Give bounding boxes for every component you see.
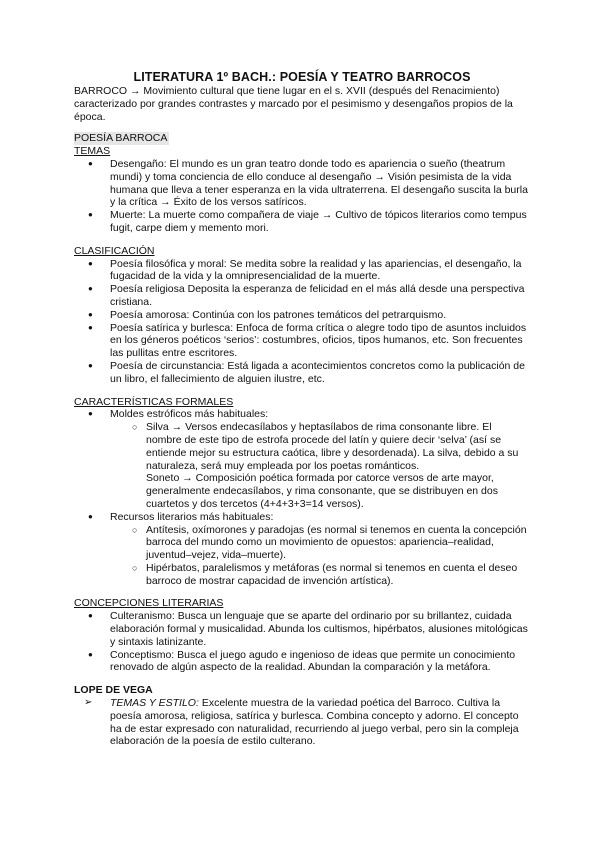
intro-paragraph: BARROCO → Movimiento cultural que tiene lugar en el s. XVII (después del Renacimiento) caracterizado por grandes contrastes y marcado por el pesimismo y desengaños propios de la época. [74,85,513,123]
moldes-label: Moldes estróficos más habituales: [110,408,269,421]
section-heading-lope: LOPE DE VEGA [74,684,153,697]
list-item: ● Desengaño: El mundo es un gran teatro donde todo es apariencia o sueño (theatrum mundi) y toma conciencia de ello conduce al desengaño → Visión pesimista de la vida humana que lleva a tener esperanza en la vida ultraterrena. El desengaño suscita la burla y la crítica → Éxito de los versos satíricos. [74,158,530,209]
temas-list [74,158,530,235]
sublist-item: ○ Antítesis, oxímorones y paradojas (es normal si tenemos en cuenta la concepción barroca del mundo como un movimiento de opuestos: apariencia–realidad, juventud–vejez, vida–muerte). [110,524,530,562]
section-heading-poesia-barroca: POESÍA BARROCA [74,132,168,145]
list-item: ● Poesía satírica y burlesca: Enfoca de forma crítica o alegre todo tipo de asuntos incluidos en los géneros poéticos ‘serios’: costumbres, oficios, tipos humanos, etc. Son frecuentes las pullitas entre escritores. [74,322,530,360]
subheading-caracteristicas: CARACTERÍSTICAS FORMALES [74,395,234,408]
recursos-label: Recursos literarios más habituales: [110,510,274,523]
silva-text: ○ Silva → Versos endecasílabos y heptasílabos de rima consonante libre. El nombre de este tipo de estrofa procede del latín y quiere decir ‘selva’ (así se entiende mejor su estructura caótica, libre y desordenada). La silva, debido a su naturaleza, será muy empleada por los poetas románticos. [146,421,519,472]
recursos-sublist [110,524,530,588]
list-item-recursos [74,511,530,588]
moldes-sublist [110,421,530,511]
sublist-item: ○ Hipérbatos, paralelismos y metáforas (es normal si tenemos en cuenta el deseo barroco de mostrar capacidad de invención artística). [110,562,530,588]
list-item: ● Poesía filosófica y moral: Se medita sobre la realidad y las apariencias, el desengaño, la fugacidad de la vida y la omnipresencialidad de la muerte. [74,258,530,284]
subheading-temas: TEMAS [74,145,111,158]
page-title: LITERATURA 1º BACH.: POESÍA Y TEATRO BARROCOS [133,70,471,84]
clasificacion-list [74,258,530,386]
concepciones-list [74,610,530,674]
list-item: ● Culteranismo: Busca un lenguaje que se aparte del ordinario por su brillantez, cuidada elaboración formal y musicalidad. Abunda los cultismos, hipérbatos, alusiones mitológicas y sintaxis latinizante. [74,610,530,648]
temas-estilo-text: Excelente muestra de la variedad poética del Barroco. Cultiva la poesía amorosa, religiosa, satírica y burlesca. Combina concepto y adorno. El concepto ha de estar expresado con naturalidad, recurriendo al juego verbal, pero sin la compleja elaboración de la poesía de estilo culterano. [110,697,519,748]
temas-estilo-label: TEMAS Y ESTILO: [110,697,199,710]
soneto-text: Soneto → Composición poética formada por catorce versos de arte mayor, generalmente endecasílabos, y rima consonante, que se distribuyen en dos cuartetos y dos tercetos (4+4+3+3=14 versos). [146,472,498,510]
caracteristicas-list [74,408,530,587]
subheading-clasificacion: CLASIFICACIÓN [74,244,155,257]
list-item: ● Conceptismo: Busca el juego agudo e ingenioso de ideas que permite un conocimiento renovado de algún aspecto de la realidad. Abundan la comparación y la metáfora. [74,649,530,675]
subheading-concepciones: CONCEPCIONES LITERARIAS [74,597,224,610]
document-content [74,70,530,748]
list-item: ● Poesía de circunstancia: Está ligada a acontecimientos concretos como la publicación de un libro, el fallecimiento de alguien ilustre, etc. [74,360,530,386]
sublist-item-silva [110,421,530,511]
list-item: ● Poesía amorosa: Continúa con los patrones temáticos del petrarquismo. [74,309,530,322]
list-item-moldes [74,408,530,510]
lope-list [74,697,530,748]
list-item: ● Poesía religiosa Deposita la esperanza de felicidad en el más allá desde una perspectiva cristiana. [74,283,530,309]
list-item-temas-estilo [74,697,530,748]
list-item: ● Muerte: La muerte como compañera de viaje → Cultivo de tópicos literarios como tempus fugit, carpe diem y memento mori. [74,209,530,235]
